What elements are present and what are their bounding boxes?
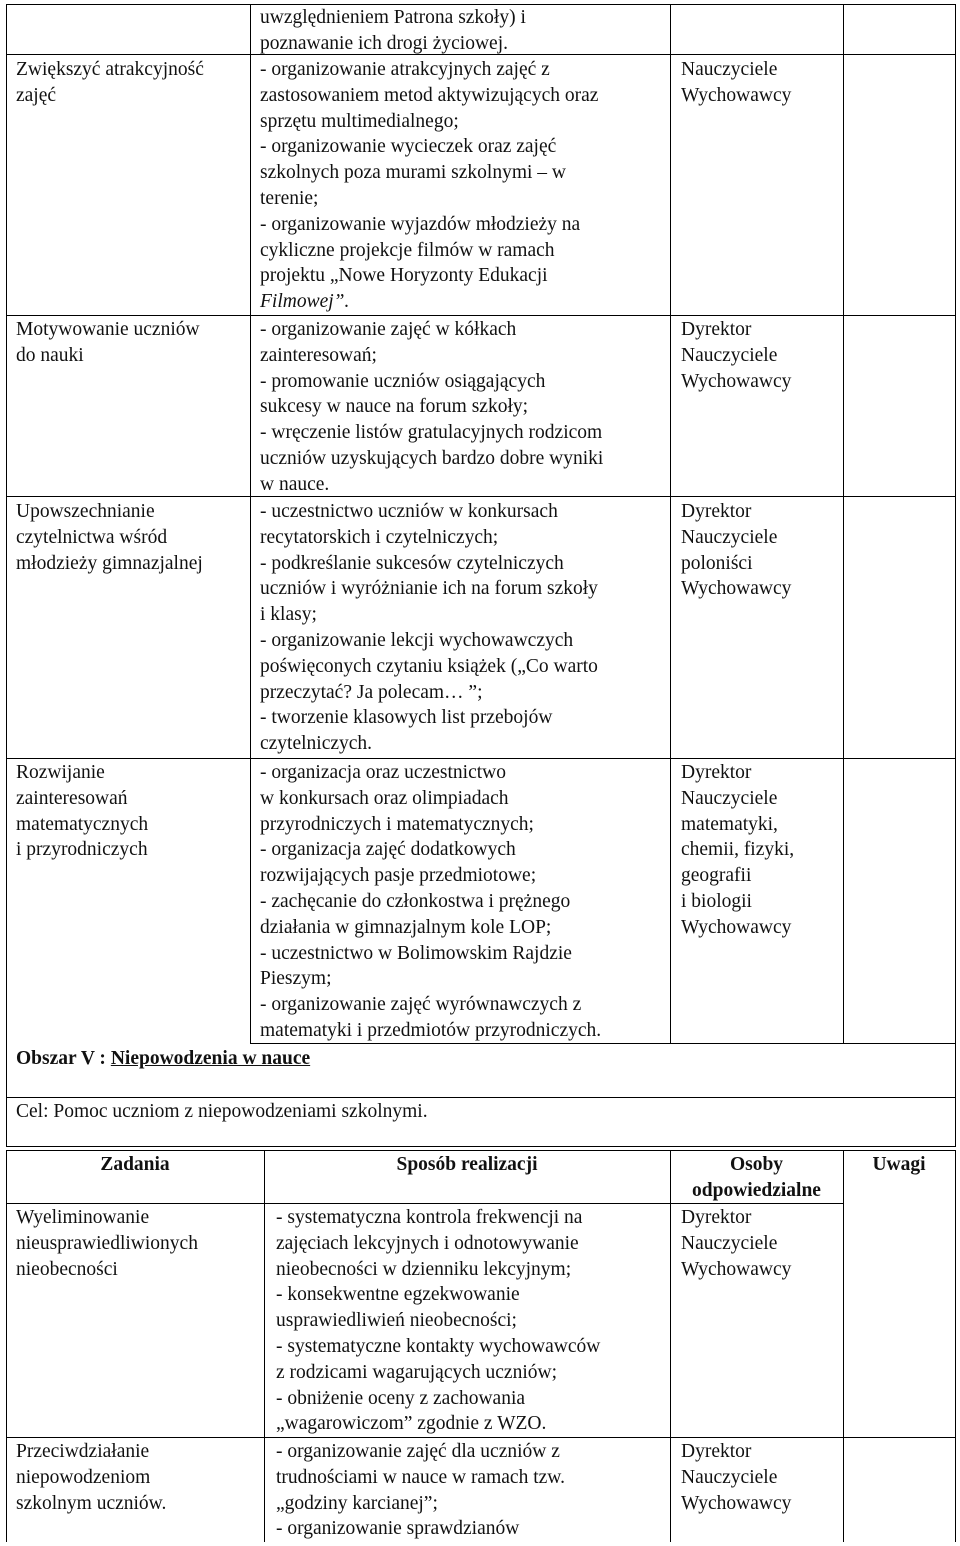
method-line: - organizowanie zajęć dla uczniów z	[276, 1441, 560, 1462]
task-line: i przyrodniczych	[16, 839, 148, 861]
person-line: Nauczyciele	[681, 1466, 778, 1488]
person-line: Dyrektor	[681, 319, 752, 340]
method-line: trudnościami w nauce w ramach tzw.	[276, 1466, 565, 1488]
method-line: - organizowanie zajęć wyrównawczych z	[260, 994, 582, 1016]
header-persons-label: Osoby	[729, 1154, 784, 1175]
method-line: z rodzicami wagarujących uczniów;	[276, 1361, 557, 1383]
section-prefix: Obszar V :	[16, 1048, 106, 1069]
header-method	[264, 1152, 670, 1178]
method-line: - organizowanie zajęć w kółkach	[260, 319, 517, 340]
method-line: zajęciach lekcyjnych i odnotowywanie	[276, 1232, 579, 1254]
method-line: Pieszym;	[260, 968, 332, 990]
section-title: Niepowodzenia w nauce	[110, 1048, 311, 1069]
method-line: - podkreślanie sukcesów czytelniczych	[260, 552, 564, 574]
goal-vline-right	[955, 1097, 956, 1147]
task-line: Przeciwdziałanie	[16, 1441, 150, 1462]
table1-hline-6	[6, 1097, 955, 1098]
person-line: chemii, fizyki,	[681, 839, 795, 861]
person-line: matematyki,	[681, 813, 778, 835]
method-line: projektu „Nowe Horyzonty Edukacji	[260, 265, 548, 287]
person-line: Wychowawcy	[681, 916, 792, 938]
method-line: działania w gimnazjalnym kole LOP;	[260, 916, 552, 938]
method-line: - organizacja zajęć dodatkowych	[260, 839, 516, 861]
person-line: Dyrektor	[681, 1441, 752, 1462]
method-line: - zachęcanie do członkostwa i prężnego	[260, 890, 571, 912]
row4-method	[260, 499, 598, 757]
method-line: szkolnych poza murami szkolnymi – w	[260, 162, 566, 184]
method-line: uwzględnieniem Patrona szkoły) i	[260, 7, 526, 28]
table2-vline-left	[6, 1150, 7, 1542]
method-line: - promowanie uczniów osiągających	[260, 370, 546, 392]
person-line: poloniści	[681, 552, 753, 574]
method-line: w konkursach oraz olimpiadach	[260, 787, 509, 809]
task-line: Upowszechnianie	[16, 501, 155, 522]
row5-method	[260, 760, 601, 1044]
table1-vline-2	[670, 4, 671, 1043]
t2-row2-task	[16, 1439, 166, 1516]
method-line: „wagarowiczom” zgodnie z WZO.	[276, 1413, 547, 1435]
table1-vline-left	[6, 4, 7, 1098]
header-persons-label: odpowiedzialne	[692, 1179, 821, 1201]
row3-task	[16, 317, 200, 369]
method-line: - systematyczna kontrola frekwencji na	[276, 1207, 583, 1228]
method-line: - organizowanie sprawdzianów	[276, 1518, 520, 1540]
task-line: niepowodzeniom	[16, 1466, 151, 1488]
person-line: Wychowawcy	[681, 84, 792, 106]
person-line: i biologii	[681, 890, 752, 912]
method-line: - systematyczne kontakty wychowawców	[276, 1335, 601, 1357]
table2-vline-right	[955, 1150, 956, 1542]
row2-persons	[681, 57, 791, 109]
table1-hline-2	[6, 315, 955, 316]
row1-method	[260, 5, 526, 57]
method-line: uczniów i wyróżnianie ich na forum szkoły	[260, 578, 598, 600]
row3-method	[260, 317, 603, 498]
method-line: usprawiedliwień nieobecności;	[276, 1310, 517, 1332]
method-line: zastosowaniem metod aktywizujących oraz	[260, 84, 599, 106]
person-line: Wychowawcy	[681, 1258, 792, 1280]
t2-row1-task	[16, 1205, 198, 1282]
method-line: - wręczenie listów gratulacyjnych rodzicom	[260, 422, 603, 444]
header-notes	[843, 1152, 955, 1178]
method-line: - organizowanie wycieczek oraz zajęć	[260, 136, 557, 158]
goal-vline-left	[6, 1097, 7, 1147]
method-line: przyrodniczych i matematycznych;	[260, 813, 534, 835]
row3-persons	[681, 317, 791, 394]
table1-vline-right	[955, 4, 956, 1098]
table1-vline-3	[843, 4, 844, 1043]
row4-persons	[681, 499, 791, 602]
task-line: nieusprawiedliwionych	[16, 1232, 198, 1254]
person-line: Nauczyciele	[681, 1232, 778, 1254]
method-line: - organizacja oraz uczestnictwo	[260, 762, 506, 783]
table1-vline-1	[250, 4, 251, 1043]
task-line: Rozwijanie	[16, 762, 105, 783]
table2-vline-2	[670, 1150, 671, 1542]
method-line: „godziny karcianej”;	[276, 1492, 438, 1514]
method-line: czytelniczych.	[260, 733, 373, 755]
person-line: Nauczyciele	[681, 787, 778, 809]
method-line: sukcesy w nauce na forum szkoły;	[260, 396, 529, 418]
person-line: Dyrektor	[681, 762, 752, 783]
method-line: matematyki i przedmiotów przyrodniczych.	[260, 1019, 602, 1041]
person-line: Wychowawcy	[681, 578, 792, 600]
t2-row1-method	[276, 1205, 600, 1437]
task-line: nieobecności	[16, 1258, 118, 1280]
person-line: Nauczyciele	[681, 59, 778, 80]
row5-persons	[681, 760, 794, 941]
method-line-italic: Filmowej”.	[260, 291, 350, 313]
task-line: do nauki	[16, 344, 84, 366]
section-goal	[16, 1099, 428, 1125]
method-line: - organizowanie wyjazdów młodzieży na	[260, 213, 581, 235]
method-line: i klasy;	[260, 604, 317, 626]
table2-border-top	[6, 1150, 955, 1151]
row2-method	[260, 57, 598, 315]
row2-task	[16, 57, 204, 109]
section-heading	[16, 1046, 310, 1072]
person-line: Wychowawcy	[681, 1492, 792, 1514]
task-line: Zwiększyć atrakcyjność	[16, 59, 204, 80]
method-line: uczniów uzyskujących bardzo dobre wyniki	[260, 447, 604, 469]
method-line: - uczestnictwo uczniów w konkursach	[260, 501, 558, 522]
person-line: Dyrektor	[681, 501, 752, 522]
t2-row2-persons	[681, 1439, 791, 1516]
table2-vline-3	[843, 1150, 844, 1542]
header-method-label: Sposób realizacji	[396, 1154, 538, 1175]
task-line: zainteresowań	[16, 787, 128, 809]
method-line: - obniżenie oceny z zachowania	[276, 1387, 526, 1409]
row4-task	[16, 499, 203, 576]
method-line: cykliczne projekcje filmów w ramach	[260, 239, 555, 261]
person-line: Wychowawcy	[681, 370, 792, 392]
header-tasks	[6, 1152, 264, 1178]
person-line: Dyrektor	[681, 1207, 752, 1228]
t2-row1-persons	[681, 1205, 791, 1282]
method-line: zainteresowań;	[260, 344, 377, 366]
header-persons	[670, 1152, 843, 1204]
task-line: czytelnictwa wśród	[16, 526, 168, 548]
method-line: terenie;	[260, 187, 319, 209]
method-line: nieobecności w dzienniku lekcyjnym;	[276, 1258, 572, 1280]
header-tasks-label: Zadania	[100, 1154, 170, 1175]
table2-vline-1	[264, 1150, 265, 1542]
task-line: Wyeliminowanie	[16, 1207, 150, 1228]
task-line: szkolnym uczniów.	[16, 1492, 167, 1514]
method-line: poświęconych czytaniu książek („Co warto	[260, 655, 598, 677]
goal-text: Cel: Pomoc uczniom z niepowodzeniami szkolnymi.	[16, 1101, 428, 1122]
table1-hline-4	[6, 758, 955, 759]
person-line: Nauczyciele	[681, 526, 778, 548]
method-line: sprzętu multimedialnego;	[260, 110, 459, 132]
method-line: przeczytać? Ja polecam… ”;	[260, 681, 483, 703]
header-notes-label: Uwagi	[872, 1154, 926, 1175]
task-line: młodzieży gimnazjalnej	[16, 552, 203, 574]
t2-row2-method	[276, 1439, 565, 1542]
task-line: matematycznych	[16, 813, 149, 835]
goal-hline-bottom	[6, 1146, 955, 1147]
method-line: - organizowanie atrakcyjnych zajęć z	[260, 59, 550, 80]
method-line: - tworzenie klasowych list przebojów	[260, 707, 553, 729]
task-line: zajęć	[16, 84, 57, 106]
method-line: - uczestnictwo w Bolimowskim Rajdzie	[260, 942, 572, 964]
method-line: rozwijających pasje przedmiotowe;	[260, 865, 537, 887]
person-line: Nauczyciele	[681, 344, 778, 366]
method-line: recytatorskich i czytelniczych;	[260, 526, 499, 548]
task-line: Motywowanie uczniów	[16, 319, 200, 340]
person-line: geografii	[681, 865, 752, 887]
method-line: - konsekwentne egzekwowanie	[276, 1284, 520, 1306]
method-line: - organizowanie lekcji wychowawczych	[260, 629, 574, 651]
method-line: poznawanie ich drogi życiowej.	[260, 32, 508, 54]
row5-task	[16, 760, 148, 863]
method-line: w nauce.	[260, 473, 330, 495]
